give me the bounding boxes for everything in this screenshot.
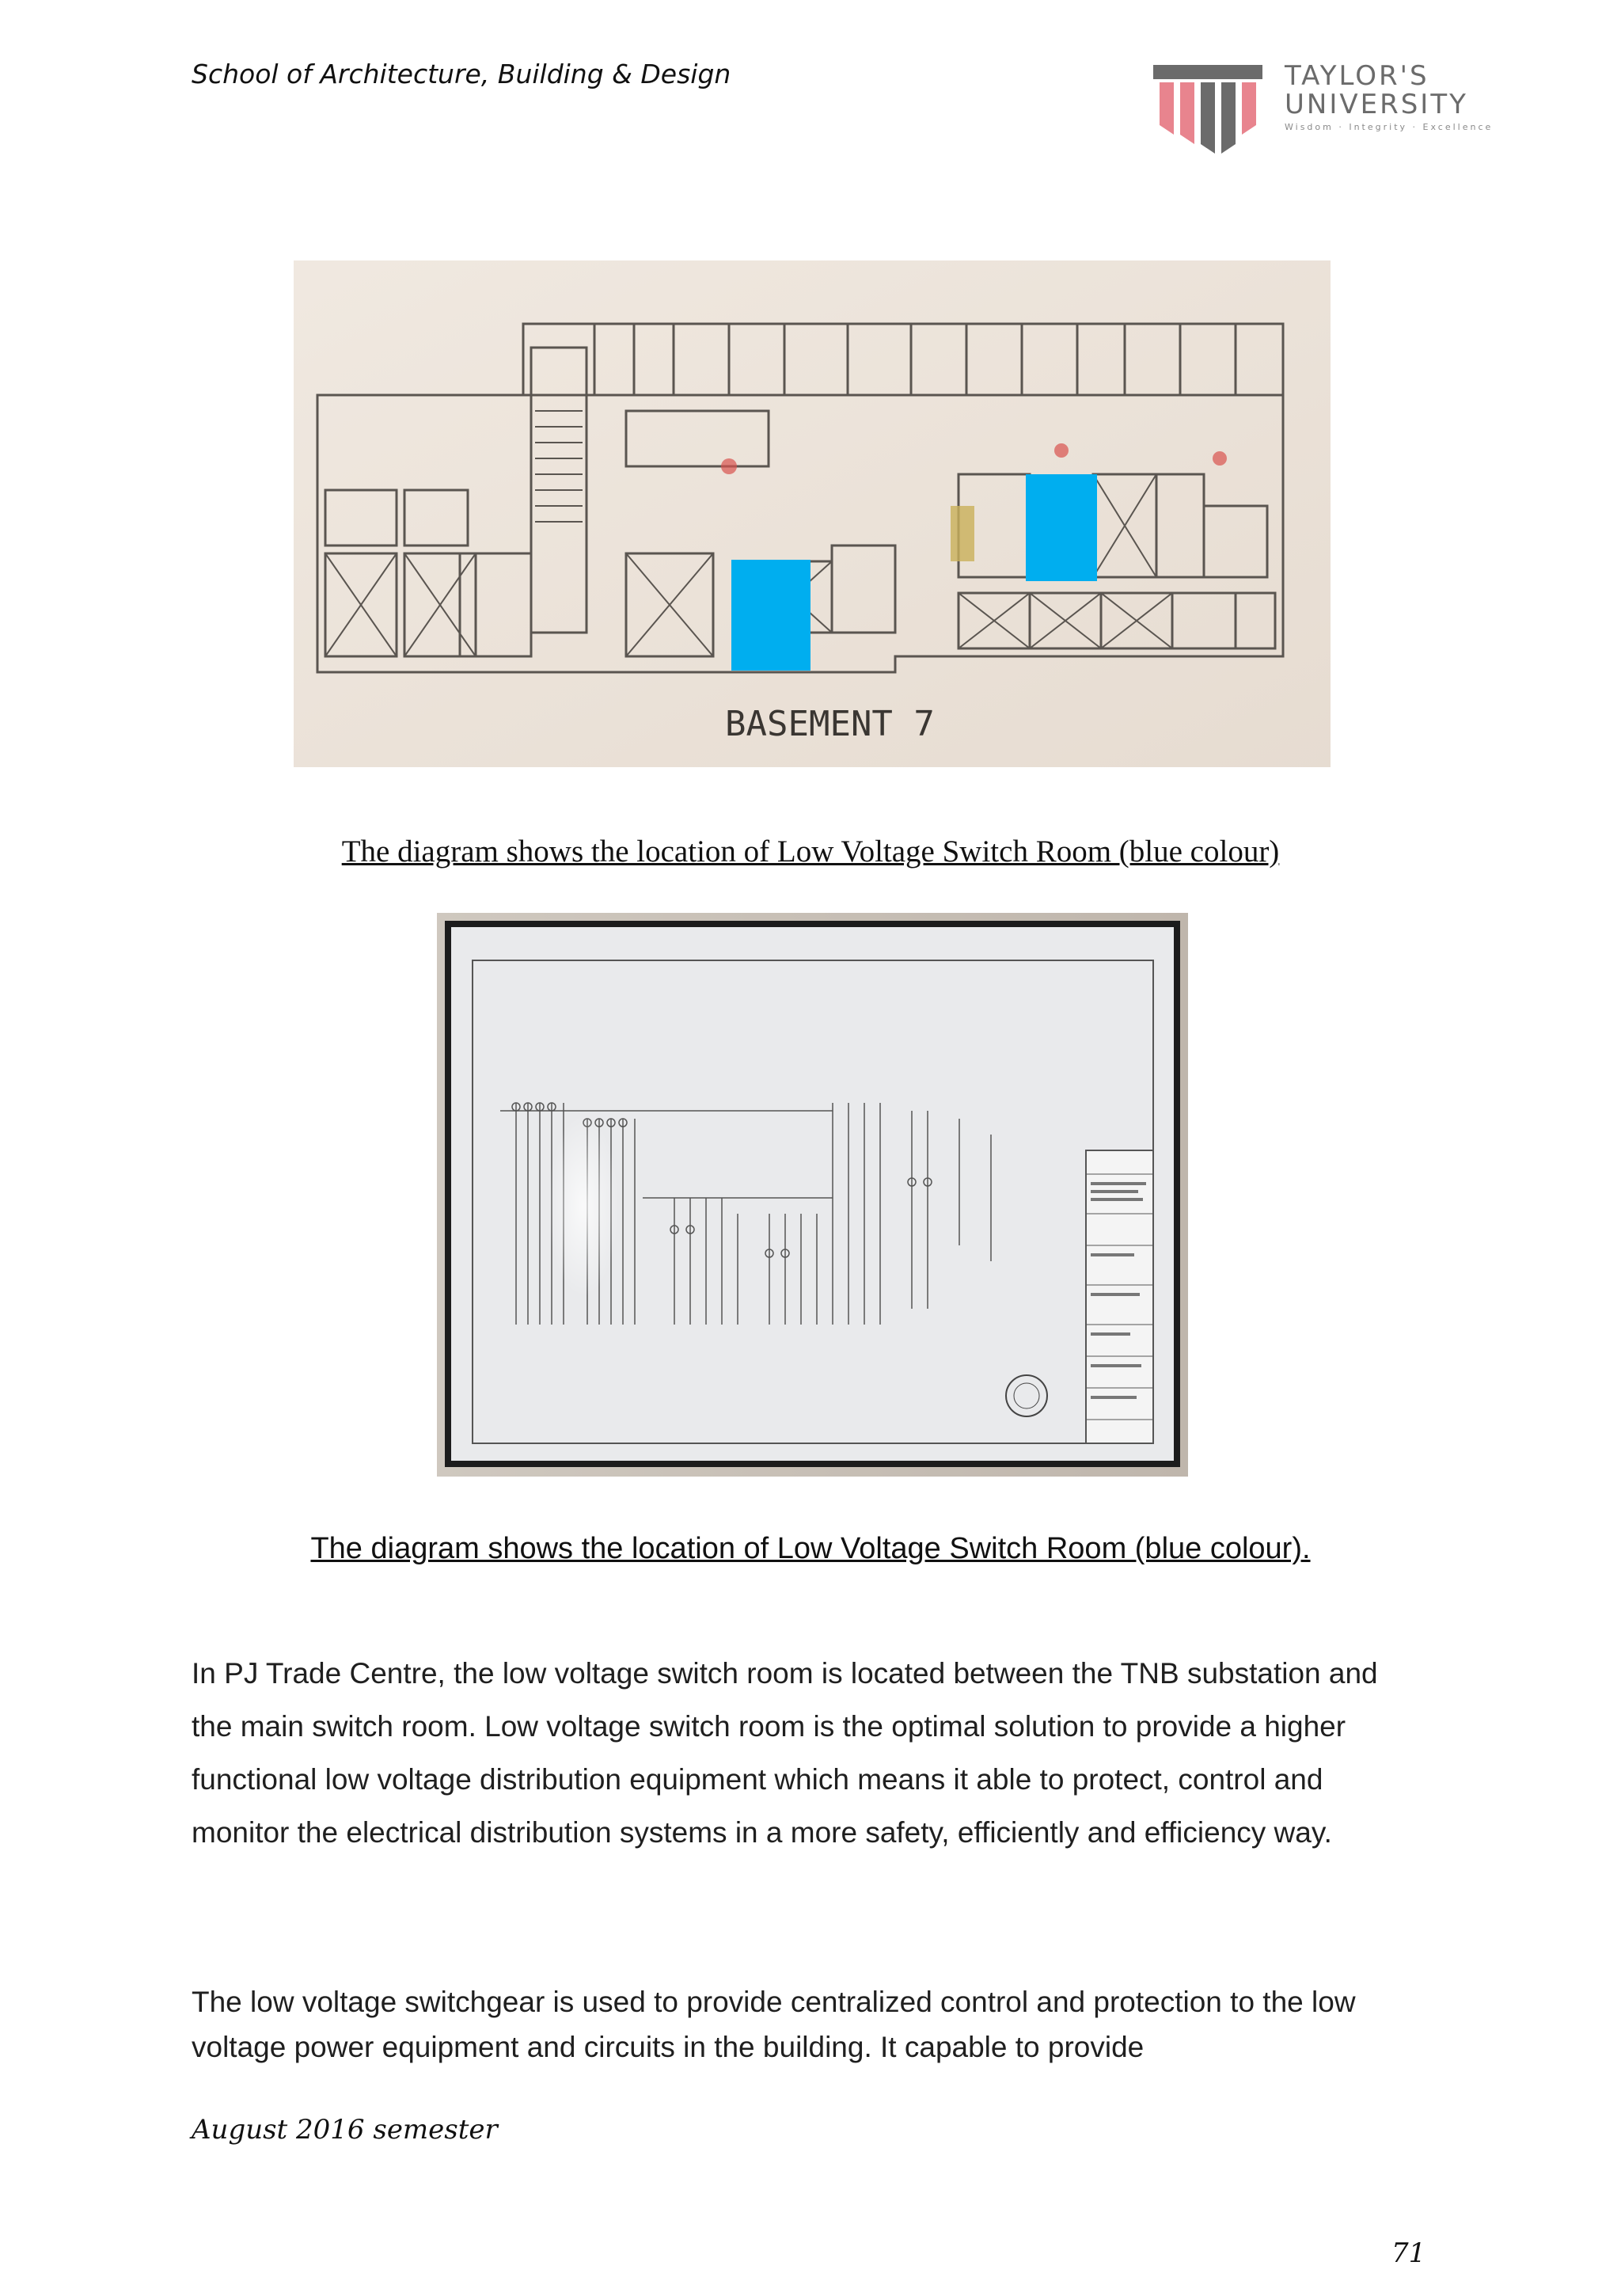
basement-floor-plan-image: [294, 260, 1331, 767]
lv-switch-room-highlight: [731, 560, 810, 671]
switchboard-schematic-photo: [437, 913, 1188, 1477]
university-logo: [1152, 62, 1524, 155]
figure2-caption: The diagram shows the location of Low Voltage Switch Room (blue colour).: [310, 1532, 1311, 1565]
footer-semester: August 2016 semester: [192, 2114, 498, 2146]
school-name: School of Architecture, Building & Design: [192, 59, 731, 89]
body-paragraph-2: The low voltage switchgear is used to provide centralized control and protection to the low voltage power equipment and circuits in the building. It capable to provide: [192, 1986, 1356, 2063]
logo-line1: TAYLOR'S: [1285, 60, 1429, 92]
body-paragraph-1: In PJ Trade Centre, the low voltage switch room is located between the TNB substation and the main switch room. Low voltage switch room is the optimal solution to provide a higher functional low voltage distribution equipment which means it able to protect, control and monitor the electrical distribution systems in a more safety, efficiently and efficiency way.: [192, 1657, 1378, 1849]
figure1-caption: The diagram shows the location of Low Voltage Switch Room (blue colour): [341, 834, 1280, 869]
taylors-logo-icon: [1152, 62, 1278, 155]
lv-switch-room-highlight: [1026, 474, 1097, 581]
page-number: 71: [1391, 2237, 1426, 2269]
logo-tagline: Wisdom · Integrity · Excellence: [1285, 122, 1494, 132]
logo-line2: UNIVERSITY: [1285, 89, 1468, 120]
basement-label: BASEMENT 7: [725, 704, 935, 744]
